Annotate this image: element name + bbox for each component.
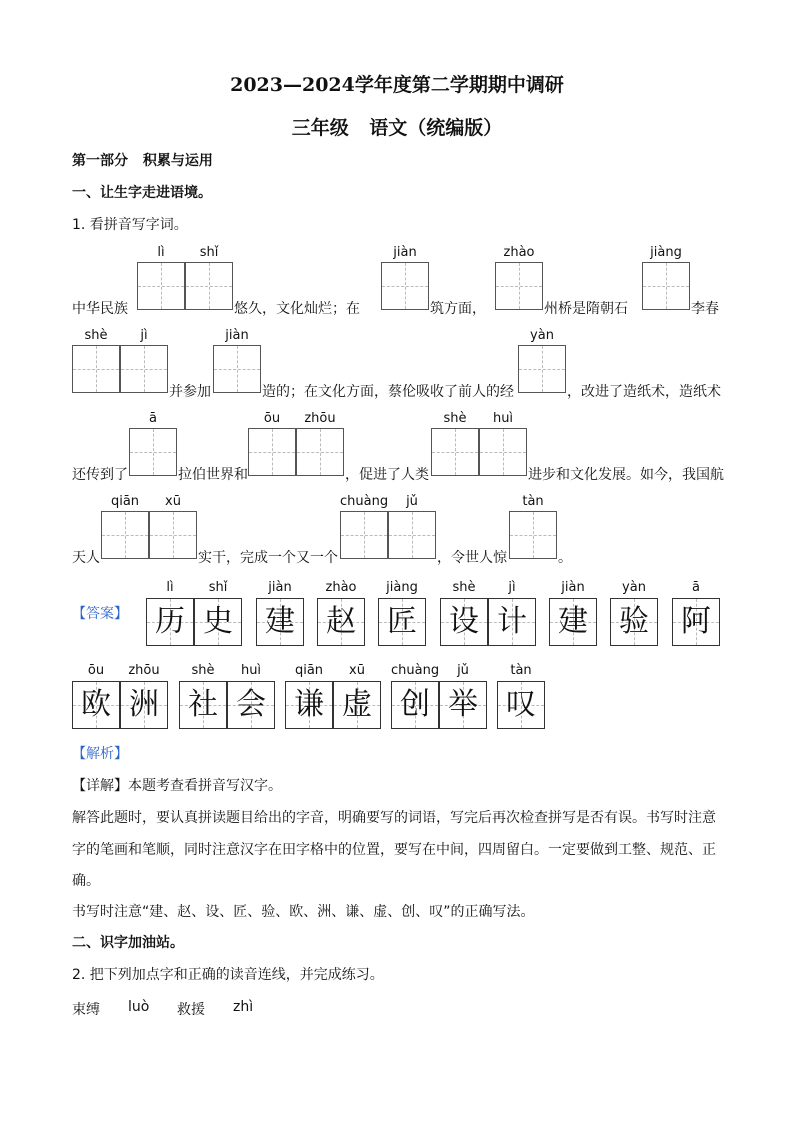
pinyin: xū [165, 494, 181, 509]
answer-char-box [146, 598, 194, 646]
answer-char-box [488, 598, 536, 646]
writing-box[interactable] [72, 345, 120, 393]
answer-pinyin: jǔ [457, 663, 469, 678]
question-1-prompt: 1. 看拼音写字词。 [72, 217, 188, 233]
answer-pinyin: shǐ [208, 580, 228, 595]
answer-pinyin: xū [349, 663, 365, 678]
writing-box[interactable] [120, 345, 168, 393]
answer-pinyin: jiàng [386, 580, 418, 595]
answer-pinyin: ā [692, 580, 700, 595]
sentence-text: 还传到了 [72, 467, 128, 483]
analysis-paragraph: 确。 [72, 873, 100, 889]
answer-char-box [672, 598, 720, 646]
pinyin: jiàn [225, 328, 249, 343]
pinyin: zhōu [304, 411, 336, 426]
writing-box[interactable] [642, 262, 690, 310]
answer-pinyin: jiàn [268, 580, 292, 595]
answer-char: 阿 [681, 604, 711, 639]
answer-char-box [256, 598, 304, 646]
pinyin: ā [149, 411, 157, 426]
answer-char: 谦 [294, 687, 324, 722]
writing-box[interactable] [479, 428, 527, 476]
writing-box[interactable] [381, 262, 429, 310]
section-heading-2: 二、识字加油站。 [72, 935, 184, 951]
answer-char: 计 [497, 604, 527, 639]
answer-char: 历 [155, 604, 185, 639]
sentence-text: 李春 [691, 301, 719, 317]
sentence-text: 筑方面， [430, 301, 486, 317]
pinyin: ōu [263, 411, 281, 426]
answer-char: 史 [203, 604, 233, 639]
answer-char: 匠 [387, 604, 417, 639]
sentence-text: 悠久，文化灿烂；在 [234, 301, 360, 317]
writing-box[interactable] [509, 511, 557, 559]
sentence-text: 实干，完成一个又一个 [198, 550, 338, 566]
answer-char-box [194, 598, 242, 646]
answer-char: 建 [558, 604, 588, 639]
sentence-text: 拉伯世界和 [178, 467, 248, 483]
answer-char: 举 [448, 687, 478, 722]
pinyin-item: luò [128, 999, 150, 1015]
sentence-text: 并参加 [169, 384, 211, 400]
writing-box[interactable] [185, 262, 233, 310]
answer-pinyin: zhào [325, 580, 357, 595]
pinyin: jì [140, 328, 148, 343]
writing-box[interactable] [340, 511, 388, 559]
analysis-paragraph: 字的笔画和笔顺，同时注意汉字在田字格中的位置，要写在中间，四周留白。一定要做到工整、规范、正 [72, 842, 716, 858]
answer-pinyin: shè [191, 663, 215, 678]
answer-char-box [549, 598, 597, 646]
writing-box[interactable] [149, 511, 197, 559]
pinyin: yàn [530, 328, 554, 343]
answer-char-box [72, 681, 120, 729]
writing-box[interactable] [129, 428, 177, 476]
answer-pinyin: jì [508, 580, 516, 595]
pinyin: jiàn [393, 245, 417, 260]
answer-char-box [439, 681, 487, 729]
answer-char-box [120, 681, 168, 729]
answer-pinyin: huì [240, 663, 262, 678]
writing-box[interactable] [388, 511, 436, 559]
analysis-paragraph: 书写时注意“建、赵、设、匠、验、欧、洲、谦、虚、创、叹”的正确写法。 [72, 904, 535, 920]
sentence-text: 。 [558, 550, 572, 566]
analysis-label: 【解析】 [72, 746, 128, 762]
answer-char-box [378, 598, 426, 646]
sentence-text: 造的；在文化方面，蔡伦吸收了前人的经 [262, 384, 514, 400]
pinyin: zhào [503, 245, 535, 260]
pinyin: shǐ [199, 245, 219, 260]
pinyin: huì [492, 411, 514, 426]
writing-box[interactable] [101, 511, 149, 559]
sentence-text: 中华民族 [72, 301, 128, 317]
writing-box[interactable] [296, 428, 344, 476]
analysis-paragraph: 解答此题时，要认真拼读题目给出的字音，明确要写的词语，写完后再次检查拼写是否有误。书写时注意 [72, 810, 716, 826]
writing-box[interactable] [213, 345, 261, 393]
answer-char-box [610, 598, 658, 646]
answer-pinyin: lì [166, 580, 174, 595]
part-heading: 第一部分 积累与运用 [72, 153, 213, 169]
answer-char: 叹 [506, 687, 536, 722]
question-2-prompt: 2. 把下列加点字和正确的读音连线，并完成练习。 [72, 967, 384, 983]
answer-char-box [440, 598, 488, 646]
sentence-text: 天人 [72, 550, 100, 566]
pinyin: jiàng [650, 245, 682, 260]
answer-char: 建 [265, 604, 295, 639]
pinyin: shè [443, 411, 467, 426]
sentence-text: ，令世人惊 [437, 550, 507, 566]
answer-char: 欧 [81, 687, 111, 722]
answer-char: 设 [449, 604, 479, 639]
answer-pinyin: jiàn [561, 580, 585, 595]
answer-char: 创 [400, 687, 430, 722]
writing-box[interactable] [248, 428, 296, 476]
page-subtitle: 三年级 语文（统编版） [291, 117, 503, 139]
writing-box[interactable] [518, 345, 566, 393]
sentence-text: ，改进了造纸术，造纸术 [567, 384, 721, 400]
sentence-text: ，促进了人类 [345, 467, 429, 483]
answer-char-box [317, 598, 365, 646]
answer-char-box [285, 681, 333, 729]
answer-char-box [227, 681, 275, 729]
answer-char: 洲 [129, 687, 159, 722]
pinyin-item: zhì [233, 999, 254, 1015]
answer-pinyin: tàn [510, 663, 532, 678]
answer-char: 会 [236, 687, 266, 722]
answer-char: 虚 [342, 687, 372, 722]
pinyin: chuàng [340, 494, 389, 509]
answer-pinyin: yàn [622, 580, 646, 595]
answer-char-box [333, 681, 381, 729]
answer-char-box [179, 681, 227, 729]
answer-pinyin: zhōu [128, 663, 160, 678]
answer-char: 赵 [326, 604, 356, 639]
pinyin: jǔ [406, 494, 418, 509]
answer-char: 社 [188, 687, 218, 722]
answer-char-box [391, 681, 439, 729]
word-item: 救援 [177, 1002, 205, 1018]
pinyin: shè [84, 328, 108, 343]
answer-label: 【答案】 [72, 606, 128, 622]
word-item: 束缚 [72, 1002, 100, 1018]
answer-char: 验 [619, 604, 649, 639]
writing-box[interactable] [495, 262, 543, 310]
sentence-text: 州桥是隋朝石 [544, 301, 628, 317]
writing-box[interactable] [431, 428, 479, 476]
section-heading-1: 一、让生字走进语境。 [72, 185, 212, 201]
page-title: 2023—2024学年度第二学期期中调研 [230, 74, 564, 96]
answer-pinyin: qiān [294, 663, 324, 678]
writing-box[interactable] [137, 262, 185, 310]
analysis-detail: 【详解】本题考查看拼音写汉字。 [72, 778, 282, 794]
pinyin: qiān [110, 494, 140, 509]
answer-pinyin: chuàng [391, 663, 440, 678]
pinyin: tàn [522, 494, 544, 509]
answer-char-box [497, 681, 545, 729]
sentence-text: 进步和文化发展。如今，我国航 [528, 467, 724, 483]
pinyin: lì [157, 245, 165, 260]
answer-pinyin: ōu [87, 663, 105, 678]
answer-pinyin: shè [452, 580, 476, 595]
